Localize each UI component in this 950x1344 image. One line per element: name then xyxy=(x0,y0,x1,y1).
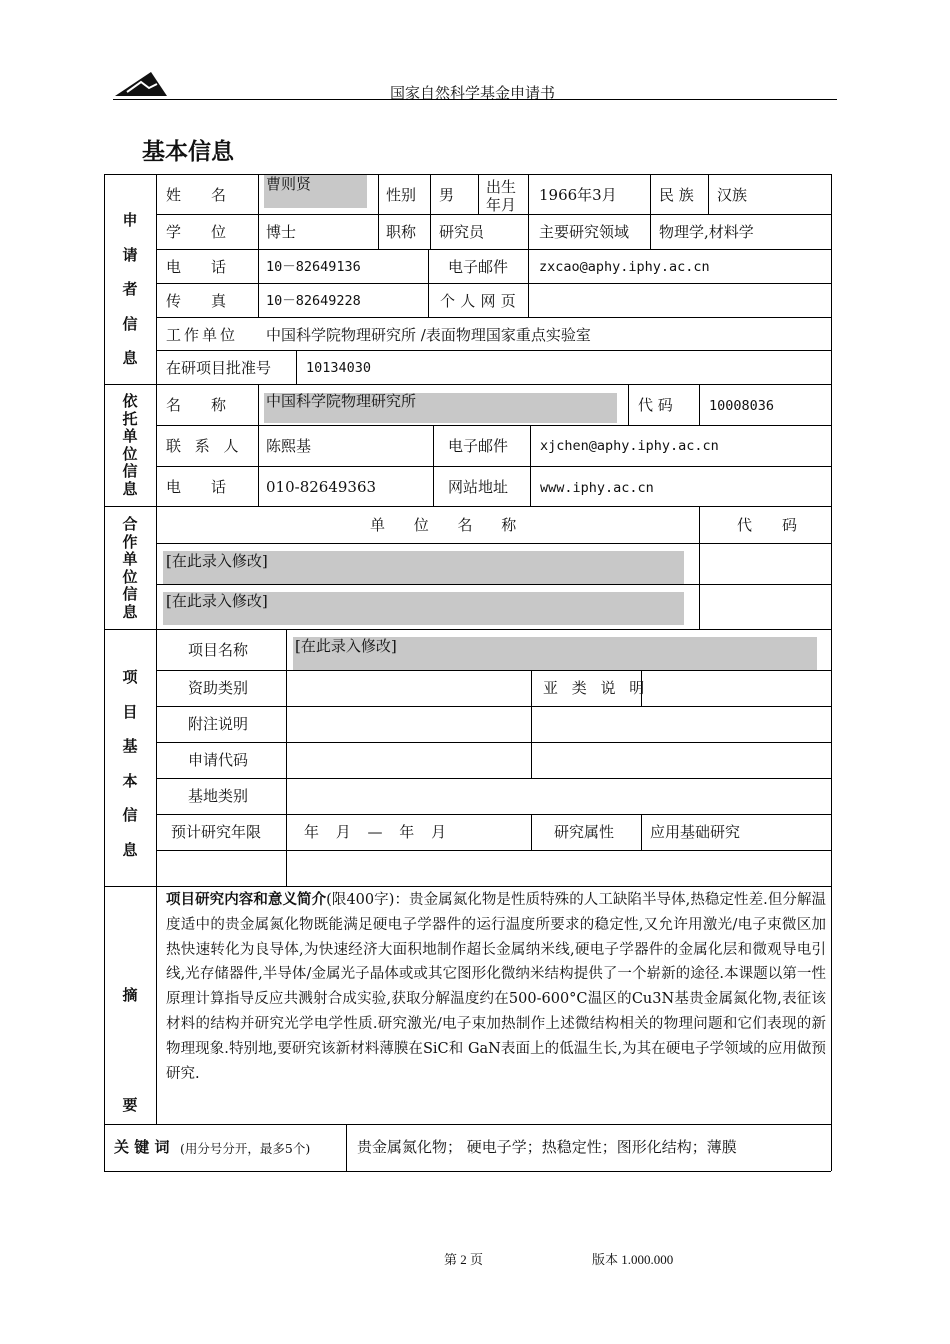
host-email-label: 电子邮件 xyxy=(448,437,509,455)
host-code-label: 代 码 xyxy=(638,396,673,414)
project-no-value[interactable]: 10134030 xyxy=(306,360,372,376)
abstract-section-label: 摘要 xyxy=(122,986,138,1114)
version-label: 版本 1.000.000 xyxy=(592,1252,674,1267)
host-name-input[interactable]: 中国科学院物理研究所 xyxy=(266,392,417,410)
field-value[interactable]: 物理学,材料学 xyxy=(659,223,754,241)
partner-row-1[interactable]: [在此录入修改] xyxy=(166,552,268,570)
unit-label: 工作单位 xyxy=(166,326,239,344)
name-input[interactable]: 曹则贤 xyxy=(266,175,312,193)
period-label: 预计研究年限 xyxy=(171,823,262,841)
title-value[interactable]: 研究员 xyxy=(439,223,485,241)
host-website-value[interactable]: www.iphy.ac.cn xyxy=(540,480,654,496)
abstract-text-block[interactable] xyxy=(166,888,826,1086)
host-name-label: 名 称 xyxy=(166,396,227,414)
partner-code-header: 代 码 xyxy=(737,516,798,534)
name-label: 姓 名 xyxy=(166,186,227,204)
homepage-label: 个人网页 xyxy=(440,292,522,310)
birth-label: 出生年月 xyxy=(486,178,517,212)
keywords-hint: (用分号分开，最多5个) xyxy=(180,1141,311,1156)
page-number: 第 2 页 xyxy=(444,1252,484,1267)
ethnicity-label: 民 族 xyxy=(659,186,694,204)
nsfc-logo-icon xyxy=(113,68,169,100)
note-label: 附注说明 xyxy=(188,715,249,733)
email-label: 电子邮件 xyxy=(448,258,509,276)
degree-label: 学 位 xyxy=(166,223,227,241)
page-title: 基本信息 xyxy=(142,139,234,165)
header-title: 国家自然科学基金申请书 xyxy=(390,84,556,102)
project-name-input[interactable]: [在此录入修改] xyxy=(295,637,397,655)
host-email-value[interactable]: xjchen@aphy.iphy.ac.cn xyxy=(540,438,719,454)
gender-value[interactable]: 男 xyxy=(439,186,455,204)
gender-label: 性别 xyxy=(386,186,417,204)
host-code-value[interactable]: 10008036 xyxy=(709,398,775,414)
degree-value[interactable]: 博士 xyxy=(266,223,297,241)
abstract-limit: (限400字)： xyxy=(326,892,410,908)
applicant-section-label: 申请者信息 xyxy=(122,211,138,367)
base-label: 基地类别 xyxy=(188,787,249,805)
partner-section-label: 合作单位信息 xyxy=(122,515,138,621)
birth-value[interactable]: 1966年3月 xyxy=(539,186,617,204)
field-label: 主要研究领域 xyxy=(539,223,630,241)
project-no-label: 在研项目批准号 xyxy=(166,359,272,377)
phone-label: 电 话 xyxy=(166,258,227,276)
title-label: 职称 xyxy=(386,223,417,241)
host-contact-value[interactable]: 陈熙基 xyxy=(266,437,312,455)
keywords-label: 关 键 词 xyxy=(114,1138,170,1156)
attr-value[interactable]: 应用基础研究 xyxy=(650,823,741,841)
host-contact-label: 联 系 人 xyxy=(166,437,244,455)
header-rule xyxy=(113,99,837,100)
unit-value[interactable]: 中国科学院物理研究所 /表面物理国家重点实验室 xyxy=(266,326,591,344)
fax-label: 传 真 xyxy=(166,292,227,310)
partner-name-header: 单 位 名 称 xyxy=(370,516,529,534)
funding-label: 资助类别 xyxy=(188,679,249,697)
keywords-value[interactable]: 贵金属氮化物； 硬电子学；热稳定性；图形化结构；薄膜 xyxy=(357,1138,737,1156)
fax-value[interactable]: 10－82649228 xyxy=(266,293,361,309)
apply-code-label: 申请代码 xyxy=(188,751,249,769)
partner-row-2[interactable]: [在此录入修改] xyxy=(166,592,268,610)
attr-label: 研究属性 xyxy=(554,823,615,841)
host-website-label: 网站地址 xyxy=(448,478,509,496)
host-phone-value[interactable]: 010-82649363 xyxy=(266,478,377,496)
email-value[interactable]: zxcao@aphy.iphy.ac.cn xyxy=(539,259,710,275)
sub-category-label: 亚 类 说 明 xyxy=(543,679,649,697)
project-section-label: 项目基本信息 xyxy=(122,668,138,859)
project-name-label: 项目名称 xyxy=(188,641,249,659)
ethnicity-value[interactable]: 汉族 xyxy=(717,186,748,204)
abstract-body[interactable]: 贵金属氮化物是性质特殊的人工缺陷半导体,热稳定性差.但分解温度适中的贵金属氮化物既能满足硬电子学器件的运行温度所要求的稳定性,又允许用激光/电子束微区加热快速转化为良导体,为快速经济大面积地制作超长金属纳米线,硬电子学器件的金属化层和微观导电引线,光存储器件,半导体/金属光子晶体或或其它图形化微纳米结构提供了一个崭新的途径.本课题以第一性原理计算指导反应共溅射合成实验,获取分解温度约在500-600°C温区的Cu3N基贵金属氮化物,表征该材料的结构并研究光学电学性质.研究激光/电子束加热制作上述微结构相关的物理问题和它们表现的新物理现象.特别地,要研究该新材料薄膜在SiC和 GaN表面上的低温生长,为其在硬电子学领域的应用做预研究. xyxy=(166,892,827,1082)
host-section-label: 依托单位信息 xyxy=(122,392,138,498)
period-value[interactable]: 年 月 — 年 月 xyxy=(304,823,453,841)
host-phone-label: 电 话 xyxy=(166,478,227,496)
abstract-heading: 项目研究内容和意义简介 xyxy=(166,891,327,908)
phone-value[interactable]: 10－82649136 xyxy=(266,259,361,275)
